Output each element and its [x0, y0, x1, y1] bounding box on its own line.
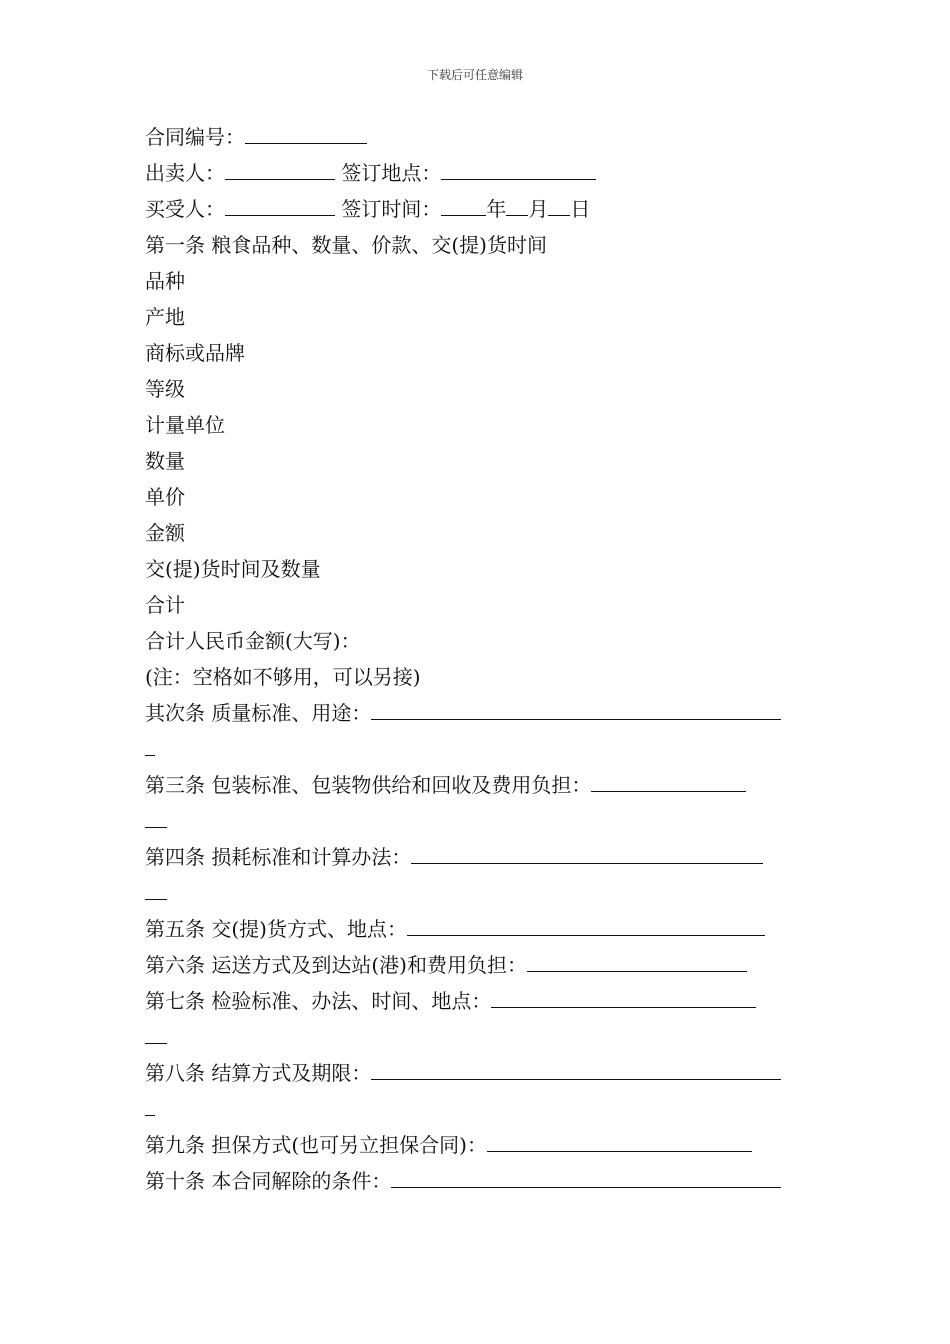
page-header: 下载后可任意编辑: [426, 68, 523, 82]
article-7: [145, 983, 810, 1019]
article-3-blank-cont[interactable]: [145, 805, 167, 828]
article-10-label: 第十条 本合同解除的条件：: [145, 1169, 392, 1193]
article-6-blank[interactable]: [527, 949, 747, 972]
article-3-blank[interactable]: [591, 769, 746, 792]
item-quantity: 数量: [145, 449, 185, 473]
article-3: [145, 767, 810, 803]
seller-blank[interactable]: [225, 157, 335, 180]
article-2-blank-cont[interactable]: [145, 733, 155, 756]
day-blank[interactable]: [548, 193, 570, 216]
article-2-blank[interactable]: [371, 697, 781, 720]
sign-place-label: 签订地点：: [341, 161, 442, 185]
article-8-blank[interactable]: [371, 1057, 781, 1080]
article-9: [145, 1127, 810, 1163]
article-5-blank[interactable]: [407, 913, 765, 936]
article-4: [145, 839, 810, 875]
day-label: 日: [570, 197, 591, 221]
article-2-continuation: [145, 731, 810, 767]
article-6-label: 第六条 运送方式及到达站(港)和费用负担：: [145, 953, 527, 977]
article-4-blank[interactable]: [411, 841, 763, 864]
item-grade: 等级: [145, 377, 185, 401]
article-8-blank-cont[interactable]: [145, 1093, 155, 1116]
article-9-label: 第九条 担保方式(也可另立担保合同)：: [145, 1133, 487, 1157]
article-7-continuation: [145, 1019, 810, 1055]
article-10: [145, 1163, 810, 1199]
article-10-blank[interactable]: [391, 1165, 781, 1188]
sign-place-blank[interactable]: [441, 157, 596, 180]
year-blank[interactable]: [441, 193, 486, 216]
article-6: [145, 947, 810, 983]
article-8: [145, 1055, 810, 1091]
contract-number-blank[interactable]: [245, 121, 367, 144]
month-blank[interactable]: [506, 193, 528, 216]
item-origin: 产地: [145, 305, 185, 329]
item-total: 合计: [145, 593, 185, 617]
month-label: 月: [528, 197, 549, 221]
article-8-label: 第八条 结算方式及期限：: [145, 1061, 372, 1085]
article-3-label: 第三条 包装标准、包装物供给和回收及费用负担：: [145, 773, 592, 797]
seller-line: [145, 155, 810, 191]
contract-number-line: [145, 119, 810, 155]
article-8-continuation: [145, 1091, 810, 1127]
buyer-blank[interactable]: [225, 193, 335, 216]
buyer-line: [145, 191, 810, 227]
article-1: 第一条 粮食品种、数量、价款、交(提)货时间: [145, 233, 547, 257]
total-rmb: 合计人民币金额(大写)：: [145, 629, 361, 653]
item-variety: 品种: [145, 269, 185, 293]
article-7-label: 第七条 检验标准、办法、时间、地点：: [145, 989, 492, 1013]
article-4-continuation: [145, 875, 810, 911]
article-5-label: 第五条 交(提)货方式、地点：: [145, 917, 407, 941]
article-2-label: 其次条 质量标准、用途：: [145, 701, 372, 725]
note: (注：空格如不够用，可以另接): [145, 665, 421, 689]
item-unit: 计量单位: [145, 413, 225, 437]
seller-label: 出卖人：: [145, 161, 225, 185]
buyer-label: 买受人：: [145, 197, 225, 221]
article-2: [145, 695, 810, 731]
sign-time-label: 签订时间：: [341, 197, 442, 221]
article-4-blank-cont[interactable]: [145, 877, 167, 900]
item-amount: 金额: [145, 521, 185, 545]
article-3-continuation: [145, 803, 810, 839]
contract-body: [145, 119, 810, 1199]
article-7-blank[interactable]: [491, 985, 756, 1008]
contract-number-label: 合同编号：: [145, 125, 245, 149]
article-9-blank[interactable]: [487, 1129, 752, 1152]
article-5: [145, 911, 810, 947]
item-delivery: 交(提)货时间及数量: [145, 557, 321, 581]
article-4-label: 第四条 损耗标准和计算办法：: [145, 845, 412, 869]
item-price: 单价: [145, 485, 185, 509]
article-7-blank-cont[interactable]: [145, 1021, 167, 1044]
item-brand: 商标或品牌: [145, 341, 245, 365]
year-label: 年: [486, 197, 507, 221]
